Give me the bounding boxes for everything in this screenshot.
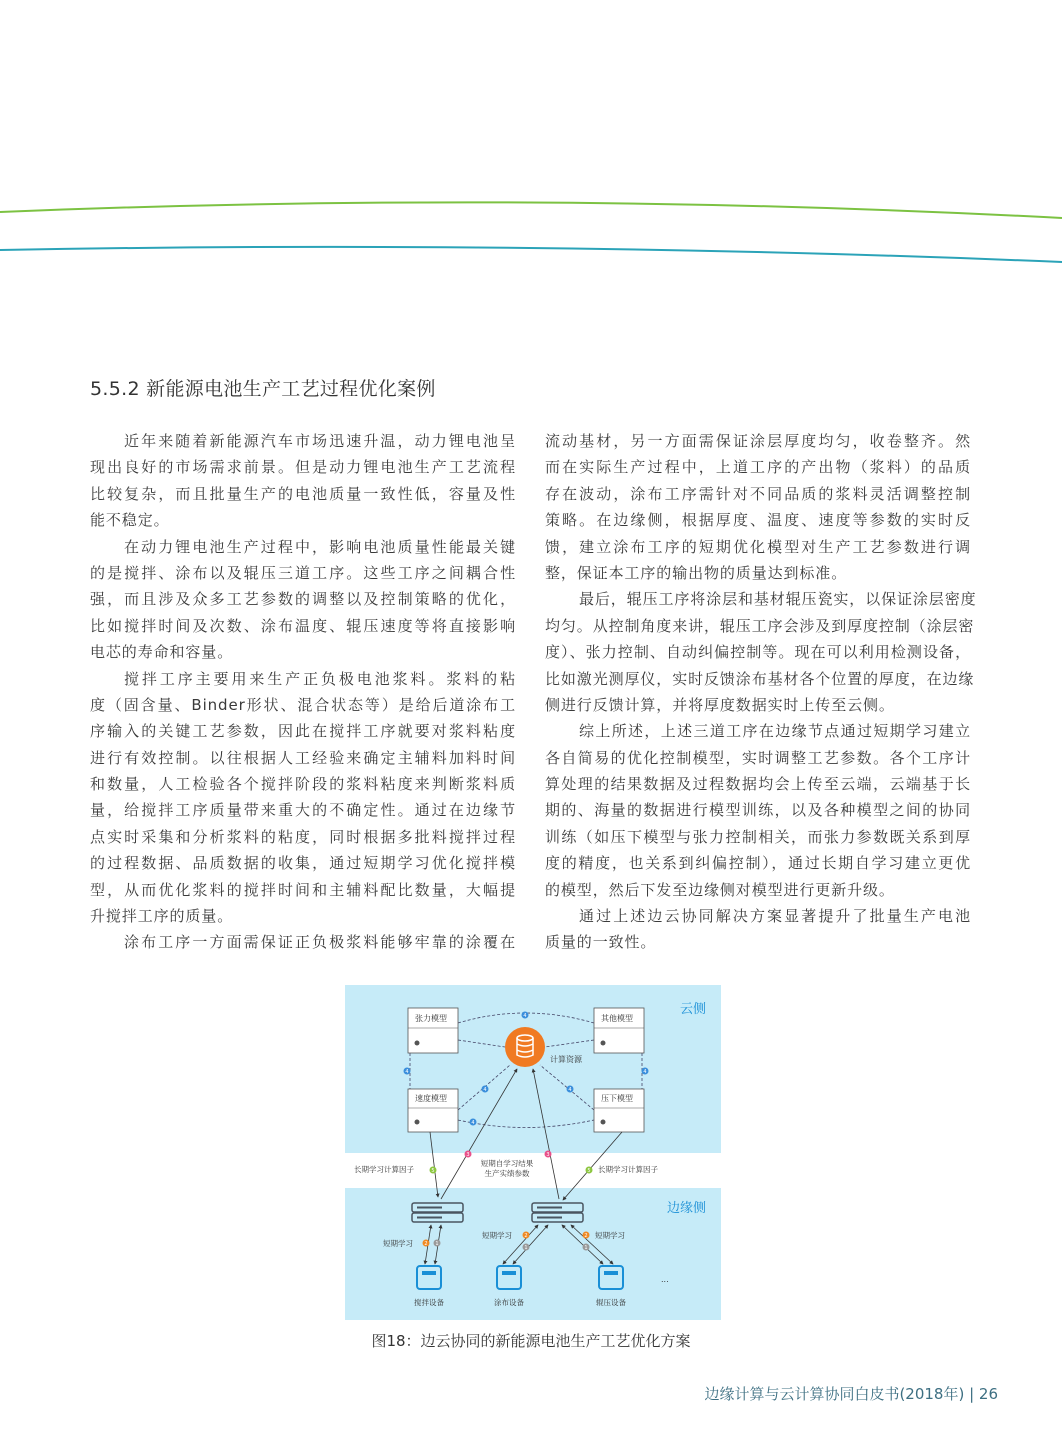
paragraph-line: 涂布工序一方面需保证正负极浆料能够牢靠的涂覆在 bbox=[124, 933, 516, 952]
paragraph-line: 点实时采集和分析浆料的粘度，同时根据多批料搅拌过程 bbox=[90, 827, 516, 846]
paragraph-line: 而在实际生产过程中，上道工序的产出物（浆料）的品质 bbox=[545, 458, 971, 477]
more-devices: ... bbox=[661, 1275, 669, 1284]
model-icon bbox=[601, 1120, 606, 1125]
paragraph-line: 期的、海量的数据进行模型训练，以及各种模型之间的协同 bbox=[545, 801, 971, 820]
cloud-label: 云侧 bbox=[680, 1002, 707, 1017]
svg-text:其他模型: 其他模型 bbox=[601, 1014, 633, 1023]
paragraph-line: 度的精度，也关系到纠偏控制），通过长期自学习建立更优 bbox=[545, 854, 971, 873]
badge-5 bbox=[430, 1167, 437, 1175]
svg-text:4: 4 bbox=[405, 1069, 409, 1075]
paragraph-line: 度（固含量、Binder形状、混合状态等）是给后道涂布工 bbox=[90, 695, 516, 714]
paragraph-line: 搅拌工序主要用来生产正负极电池浆料。浆料的粘 bbox=[124, 669, 516, 688]
text-column-right bbox=[545, 428, 977, 956]
svg-text:3: 3 bbox=[546, 1152, 550, 1158]
paragraph-line: 最后，辊压工序将涂层和基材辊压瓷实，以保证涂层密度 bbox=[579, 590, 977, 609]
paragraph-line: 比如搅拌时间及次数、涂布温度、辊压速度等将直接影响 bbox=[90, 616, 516, 635]
model-box-press bbox=[594, 1089, 644, 1132]
paragraph-line: 能不稳定。 bbox=[90, 511, 170, 530]
svg-text:2: 2 bbox=[524, 1233, 528, 1239]
model-icon bbox=[601, 1041, 606, 1046]
svg-text:速度模型: 速度模型 bbox=[415, 1094, 447, 1103]
paragraph-line: 近年来随着新能源汽车市场迅速升温，动力锂电池呈 bbox=[124, 432, 516, 450]
edge-cloud-diagram bbox=[345, 985, 721, 1320]
badge-3 bbox=[465, 1151, 472, 1159]
production-params-label: 生产实绩参数 bbox=[484, 1169, 530, 1178]
svg-text:1: 1 bbox=[524, 1245, 528, 1251]
section-heading: 5.5.2 新能源电池生产工艺过程优化案例 bbox=[90, 378, 436, 400]
paragraph-line: 度）、张力控制、自动纠偏控制等。现在可以利用检测设备， bbox=[545, 643, 971, 662]
paragraph-line: 流动基材，另一方面需保证涂层厚度均匀，收卷整齐。然 bbox=[545, 432, 971, 450]
paragraph-line: 型，从而优化浆料的搅拌时间和主辅料配比数量，大幅提 bbox=[90, 880, 516, 899]
paragraph-line: 算处理的结果数据及过程数据均会上传至云端，云端基于长 bbox=[545, 775, 971, 794]
teal-curve bbox=[0, 247, 1062, 262]
svg-text:4: 4 bbox=[483, 1087, 487, 1093]
paragraph-line: 进行有效控制。以往根据人工经验来确定主辅料加料时间 bbox=[90, 748, 516, 767]
paragraph-line: 的模型，然后下发至边缘侧对模型进行更新升级。 bbox=[545, 880, 895, 899]
paragraph-line: 综上所述，上述三道工序在边缘节点通过短期学习建立 bbox=[579, 722, 971, 741]
badge-5 bbox=[586, 1167, 593, 1175]
device-label-mix: 搅拌设备 bbox=[414, 1298, 444, 1307]
paragraph-line: 各自简易的优化控制模型，实时调整工艺参数。各个工序计 bbox=[545, 748, 971, 767]
device-label-roll: 辊压设备 bbox=[596, 1298, 626, 1307]
paragraph-line: 升搅拌工序的质量。 bbox=[90, 907, 234, 926]
long-term-factor-right: 长期学习计算因子 bbox=[598, 1165, 658, 1174]
paragraph-line: 比如激光测厚仪，实时反馈涂布基材各个位置的厚度，在边缘 bbox=[545, 669, 975, 688]
svg-text:1: 1 bbox=[584, 1245, 588, 1251]
svg-text:4: 4 bbox=[523, 1013, 527, 1019]
figure-caption: 图18：边云协同的新能源电池生产工艺优化方案 bbox=[371, 1332, 691, 1350]
model-box-tension bbox=[408, 1008, 458, 1053]
paragraph-line: 在动力锂电池生产过程中，影响电池质量性能最关键 bbox=[124, 537, 516, 556]
svg-text:张力模型: 张力模型 bbox=[415, 1014, 447, 1023]
paragraph-line: 的过程数据、品质数据的收集，通过短期学习优化搅拌模 bbox=[90, 854, 516, 873]
svg-text:4: 4 bbox=[568, 1087, 572, 1093]
paragraph-line: 序输入的关键工艺参数，因此在搅拌工序就要对浆料粘度 bbox=[90, 722, 516, 741]
paragraph-line: 强，而且涉及众多工艺参数的调整以及控制策略的优化， bbox=[90, 590, 516, 609]
compute-label: 计算资源 bbox=[550, 1055, 582, 1064]
paragraph-line: 均匀。从控制角度来讲，辊压工序会涉及到厚度控制（涂层密 bbox=[545, 616, 975, 635]
text-column-left bbox=[90, 428, 516, 956]
paragraph-line: 质量的一致性。 bbox=[545, 933, 657, 952]
green-curve bbox=[0, 202, 1062, 218]
paragraph-line: 馈，建立涂布工序的短期优化模型对生产工艺参数进行调 bbox=[545, 537, 971, 556]
short-learning-label: 短期学习 bbox=[482, 1231, 512, 1240]
long-term-factor-left: 长期学习计算因子 bbox=[354, 1165, 414, 1174]
model-box-other bbox=[594, 1008, 644, 1053]
paragraph-line: 策略。在边缘侧，根据厚度、温度、速度等参数的实时反 bbox=[545, 511, 971, 530]
edge-region bbox=[345, 1188, 721, 1320]
model-icon bbox=[415, 1120, 420, 1125]
short-learning-label: 短期学习 bbox=[383, 1239, 413, 1248]
svg-text:5: 5 bbox=[431, 1168, 435, 1174]
svg-text:3: 3 bbox=[466, 1152, 470, 1158]
paragraph-line: 的是搅拌、涂布以及辊压三道工序。这些工序之间耦合性 bbox=[90, 563, 516, 582]
paragraph-line: 现出良好的市场需求前景。但是动力锂电池生产工艺流程 bbox=[90, 458, 516, 477]
edge-label: 边缘侧 bbox=[667, 1201, 707, 1216]
svg-text:压下模型: 压下模型 bbox=[601, 1094, 633, 1103]
paragraph-line: 通过上述边云协同解决方案显著提升了批量生产电池 bbox=[579, 907, 971, 926]
paragraph-line: 比较复杂，而且批量生产的电池质量一致性低，容量及性 bbox=[90, 484, 516, 503]
decorative-curves bbox=[0, 180, 1062, 280]
paragraph-line: 整，保证本工序的输出物的质量达到标准。 bbox=[545, 563, 848, 582]
paragraph-line: 训练（如压下模型与张力控制相关，而张力参数既关系到厚 bbox=[545, 827, 971, 846]
model-icon bbox=[415, 1041, 420, 1046]
svg-text:1: 1 bbox=[435, 1241, 439, 1247]
svg-text:2: 2 bbox=[424, 1241, 428, 1247]
paragraph-line: 和数量，人工检验各个搅拌阶段的浆料粘度来判断浆料质 bbox=[90, 775, 516, 794]
short-learning-label: 短期学习 bbox=[595, 1231, 625, 1240]
paragraph-line: 侧进行反馈计算，并将厚度数据实时上传至云侧。 bbox=[545, 695, 895, 714]
svg-text:4: 4 bbox=[643, 1069, 647, 1075]
device-label-coat: 涂布设备 bbox=[494, 1298, 524, 1307]
short-result-label: 短期自学习结果 bbox=[480, 1159, 534, 1168]
paragraph-line: 存在波动，涂布工序需针对不同品质的浆料灵活调整控制 bbox=[545, 484, 971, 503]
model-box-speed bbox=[408, 1089, 458, 1132]
svg-text:2: 2 bbox=[584, 1233, 588, 1239]
page-footer: 边缘计算与云计算协同白皮书(2018年) | 26 bbox=[704, 1385, 998, 1403]
svg-text:5: 5 bbox=[587, 1168, 591, 1174]
svg-text:4: 4 bbox=[471, 1120, 475, 1126]
paragraph-line: 电芯的寿命和容量。 bbox=[90, 643, 234, 662]
database-icon bbox=[505, 1027, 545, 1067]
paragraph-line: 量，给搅拌工序质量带来重大的不确定性。通过在边缘节 bbox=[90, 801, 516, 820]
